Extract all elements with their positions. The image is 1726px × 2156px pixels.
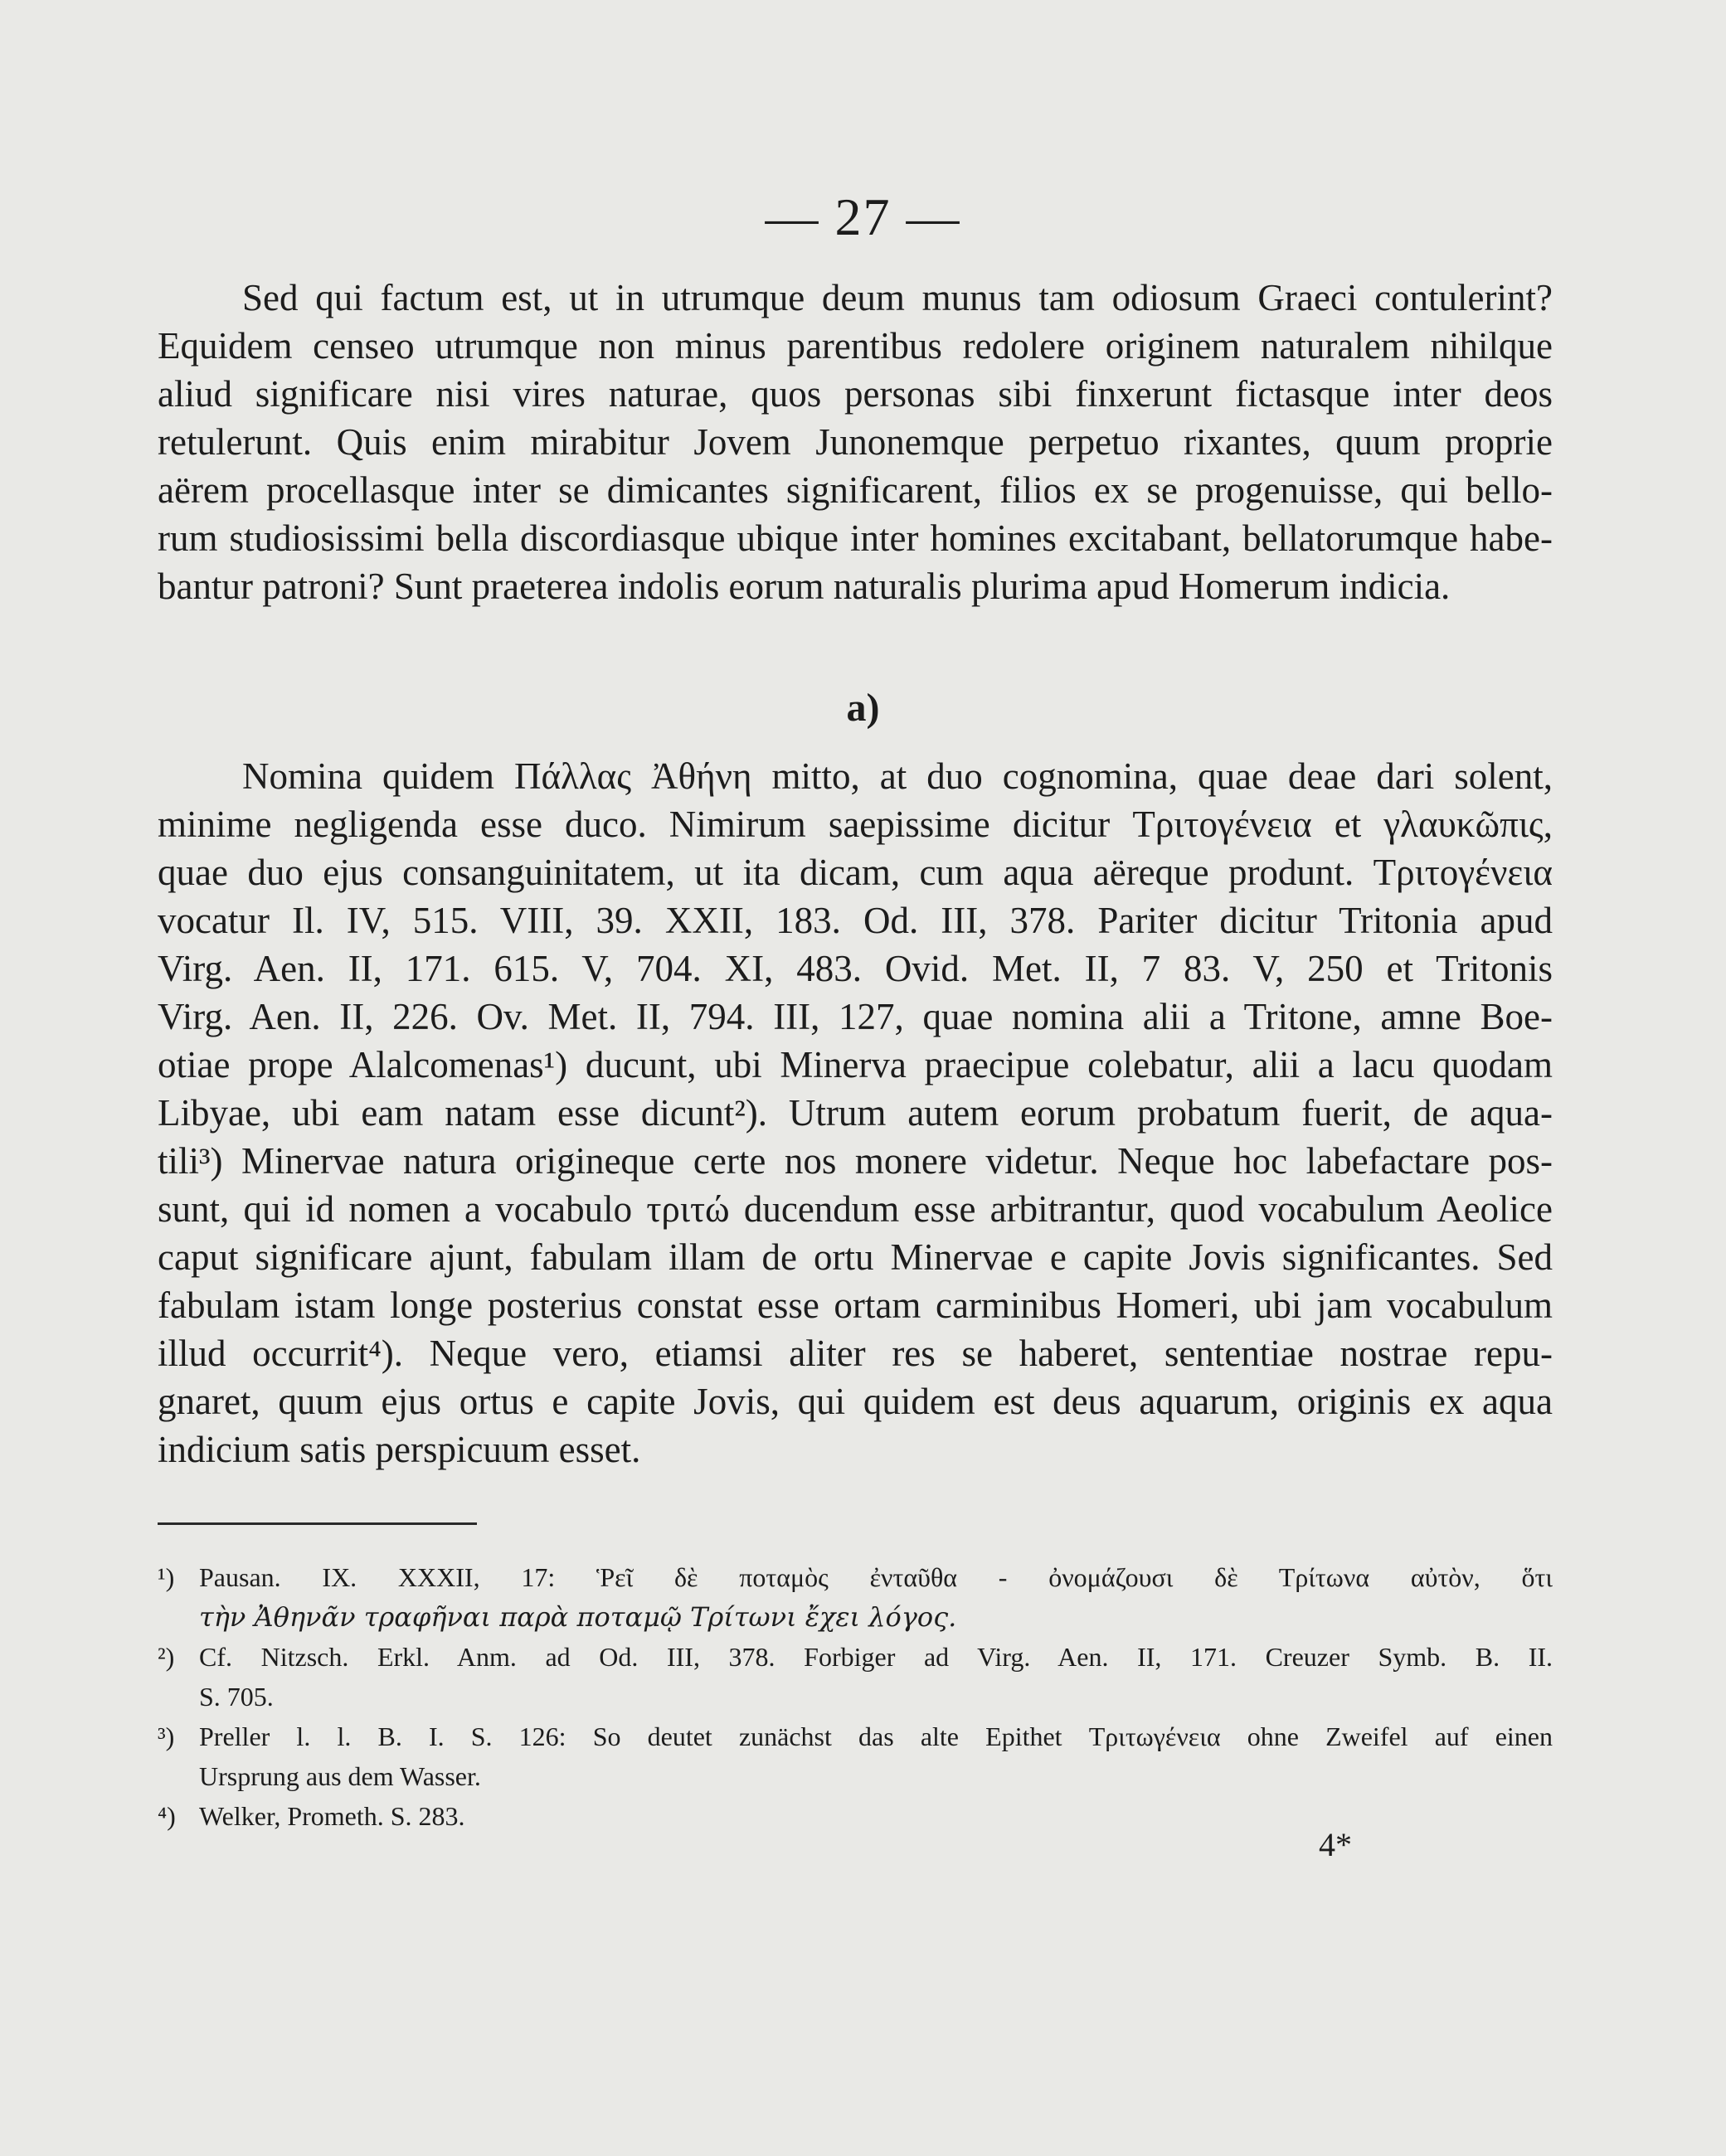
paragraph-2-line: vocatur Il. IV, 515. VIII, 39. XXII, 183. Od. III, 378. Pariter dicitur Tritonia apud	[158, 900, 1553, 941]
footnote-line: Cf. Nitzsch. Erkl. Anm. ad Od. III, 378. Forbiger ad Virg. Aen. II, 171. Creuzer Symb. B. II.	[199, 1642, 1553, 1672]
paragraph-2-line: quae duo ejus consanguinitatem, ut ita dicam, cum aqua aëreque produnt. Τριτογένεια	[158, 852, 1553, 893]
paragraph-2	[158, 752, 1553, 1474]
footnote-line: τὴν Ἀθηνᾶν τραφῆναι παρὰ ποταμῷ Τρίτωνι ἔχει λόγος.	[199, 1601, 957, 1633]
signature-mark: 4*	[1319, 1826, 1352, 1863]
footnote-1	[158, 1557, 1553, 1637]
footnote-marker: ⁴)	[158, 1801, 176, 1831]
paragraph-2-line: indicium satis perspicuum esset.	[158, 1429, 641, 1470]
paragraph-2-line: otiae prope Alalcomenas¹) ducunt, ubi Minerva praecipue colebatur, alii a lacu quodam	[158, 1044, 1553, 1085]
paragraph-1-line: bantur patroni? Sunt praeterea indolis eorum naturalis plurima apud Homerum indicia.	[158, 566, 1451, 607]
footnotes	[158, 1557, 1553, 1836]
paragraph-1-line: aliud significare nisi vires naturae, quos personas sibi finxerunt fictasque inter deos	[158, 373, 1553, 415]
footnote-marker: ²)	[158, 1642, 175, 1672]
section-heading: a)	[846, 686, 880, 730]
paragraph-2-line: sunt, qui id nomen a vocabulo τριτώ ducendum esse arbitrantur, quod vocabulum Aeolice	[158, 1188, 1553, 1230]
footnote-2	[158, 1637, 1553, 1717]
footnote-line: S. 705.	[199, 1682, 274, 1712]
paragraph-1-line: Sed qui factum est, ut in utrumque deum munus tam odiosum Graeci contulerint?	[242, 277, 1553, 318]
footnote-line: Pausan. IX. XXXII, 17: Ῥεῖ δὲ ποταμὸς ἐνταῦθα - ὀνομάζουσι δὲ Τρίτωνα αὐτὸν, ὅτι	[199, 1562, 1553, 1592]
footnote-line: Welker, Prometh. S. 283.	[199, 1801, 465, 1831]
footnote-marker: ¹)	[158, 1562, 175, 1592]
paragraph-2-line: gnaret, quum ejus ortus e capite Jovis, qui quidem est deus aquarum, originis ex aqua	[158, 1381, 1553, 1422]
paragraph-2-line: minime negligenda esse duco. Nimirum saepissime dicitur Τριτογένεια et γλαυκῶπις,	[158, 804, 1553, 845]
paragraph-1-line: Equidem censeo utrumque non minus parentibus redolere originem naturalem nihilque	[158, 325, 1553, 367]
paragraph-2-line: Virg. Aen. II, 171. 615. V, 704. XI, 483. Ovid. Met. II, 7 83. V, 250 et Tritonis	[158, 948, 1553, 989]
paragraph-2-line: Nomina quidem Πάλλας Ἀθήνη mitto, at duo cognomina, quae deae dari solent,	[242, 755, 1553, 797]
paragraph-1-line: retulerunt. Quis enim mirabitur Jovem Junonemque perpetuo rixantes, quum proprie	[158, 421, 1553, 463]
footnote-line: Preller l. l. B. I. S. 126: So deutet zunächst das alte Epithet Τριτωγένεια ohne Zweifel auf einen	[199, 1721, 1553, 1751]
paragraph-2-line: Virg. Aen. II, 226. Ov. Met. II, 794. III, 127, quae nomina alii a Tritone, amne Boe-	[158, 996, 1553, 1037]
paragraph-2-line: caput significare ajunt, fabulam illam de ortu Minervae e capite Jovis significantes. Sed	[158, 1236, 1553, 1278]
paragraph-2-line: tili³) Minervae natura origineque certe nos monere videtur. Neque hoc labefactare pos-	[158, 1140, 1553, 1182]
page-number: — 27 —	[765, 187, 961, 246]
paragraph-2-line: illud occurrit⁴). Neque vero, etiamsi aliter res se haberet, sententiae nostrae repu-	[158, 1333, 1553, 1374]
paragraph-2-line: fabulam istam longe posterius constat esse ortam carminibus Homeri, ubi jam vocabulum	[158, 1284, 1553, 1326]
paragraph-1-line: rum studiosissimi bella discordiasque ubique inter homines excitabant, bellatorumque habe-	[158, 517, 1553, 559]
footnote-3	[158, 1717, 1553, 1796]
paragraph-1	[158, 274, 1553, 610]
footnote-marker: ³)	[158, 1721, 175, 1751]
footnote-divider	[158, 1522, 477, 1525]
paragraph-2-line: Libyae, ubi eam natam esse dicunt²). Utrum autem eorum probatum fuerit, de aqua-	[158, 1092, 1553, 1134]
paragraph-1-line: aërem procellasque inter se dimicantes significarent, filios ex se progenuisse, qui bello-	[158, 469, 1553, 511]
footnote-line: Ursprung aus dem Wasser.	[199, 1761, 481, 1791]
